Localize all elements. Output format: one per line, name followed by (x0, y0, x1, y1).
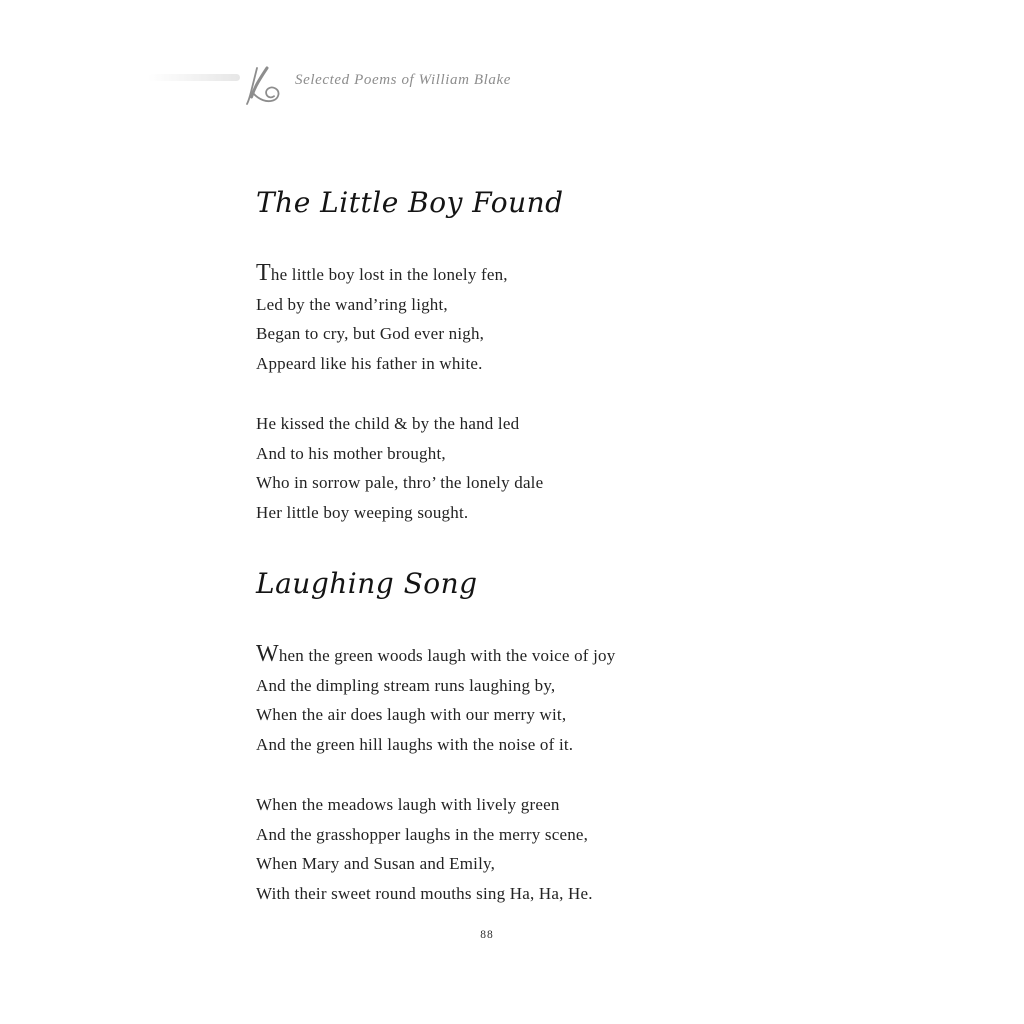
stanza (256, 409, 543, 527)
poem-line: When the air does laugh with our merry wit, (256, 705, 567, 724)
poem-line: Led by the wand’ring light, (256, 294, 448, 314)
stanza (256, 790, 593, 908)
poem-line: Appeard like his father in white. (256, 353, 483, 373)
stanza (256, 260, 508, 378)
print-smudge (148, 74, 240, 81)
poem-title: The Little Boy Found (256, 186, 564, 219)
poem-line: When the green woods laugh with the voice of joy (256, 641, 616, 667)
page-footer (457, 929, 517, 941)
poem-line: Began to cry, but God ever nigh, (256, 324, 485, 343)
flourish-ornament-icon (243, 66, 289, 108)
poem-line: The little boy lost in the lonely fen, (256, 260, 508, 286)
page-number: 88 (480, 929, 494, 941)
poem-line: When the meadows laugh with lively green (256, 795, 560, 814)
poem-line: He kissed the child & by the hand led (256, 414, 520, 433)
running-head-title: Selected Poems of William Blake (295, 72, 512, 88)
poem-line: And the green hill laughs with the noise of it. (256, 734, 574, 754)
page-header (0, 62, 1024, 112)
poem-line: With their sweet round mouths sing Ha, Ha, He. (256, 883, 593, 903)
poem-line: And the dimpling stream runs laughing by, (256, 675, 556, 695)
stanza (256, 641, 615, 759)
poem-title: Laughing Song (256, 567, 478, 600)
poem-line: Who in sorrow pale, thro’ the lonely dale (256, 473, 544, 492)
poem-line: And the grasshopper laughs in the merry scene, (256, 824, 589, 844)
poem-line: And to his mother brought, (256, 443, 446, 463)
poem-line: Her little boy weeping sought. (256, 502, 469, 522)
poem-line: When Mary and Susan and Emily, (256, 854, 496, 873)
